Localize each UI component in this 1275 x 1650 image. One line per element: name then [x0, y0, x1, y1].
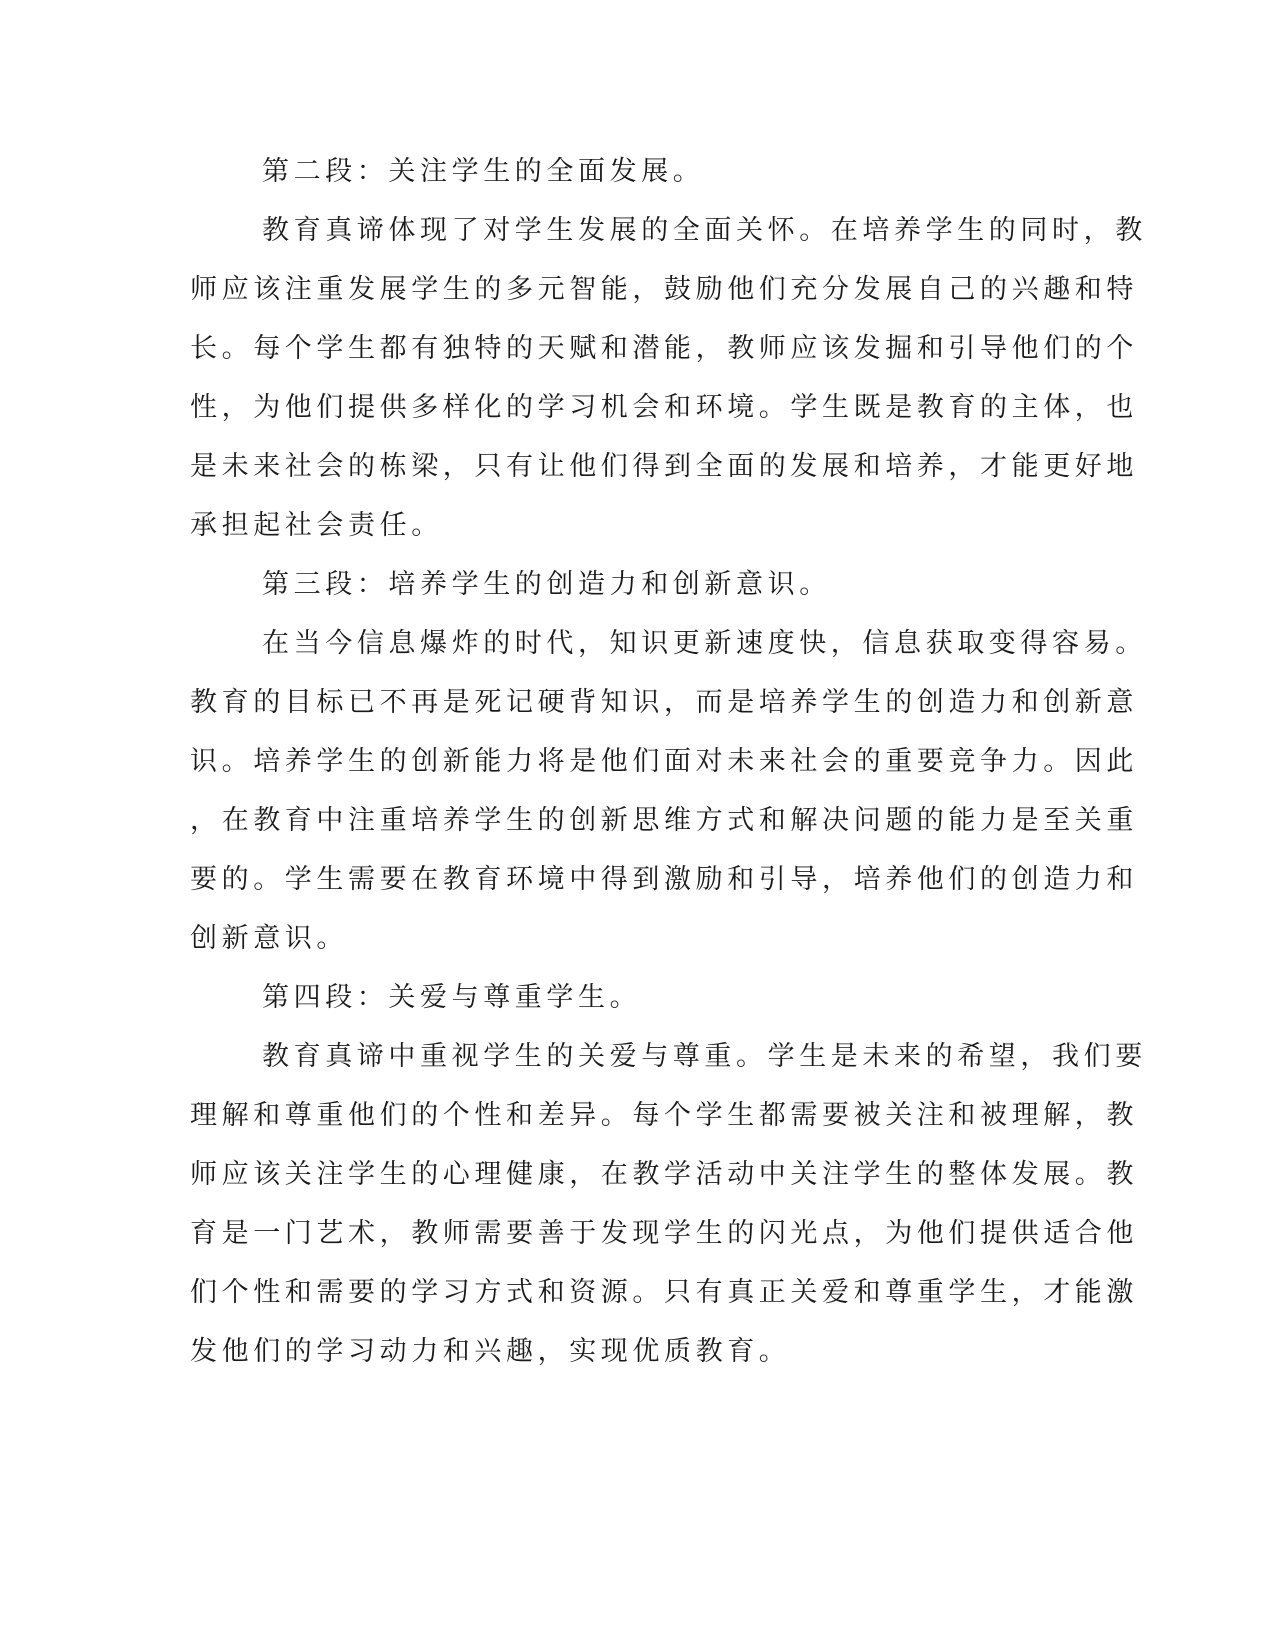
paragraph-line: 师应该注重发展学生的多元智能，鼓励他们充分发展自己的兴趣和特	[190, 274, 1138, 305]
paragraph-line: 师应该关注学生的心理健康，在教学活动中关注学生的整体发展。教	[190, 1159, 1138, 1190]
paragraph-line: 识。培养学生的创新能力将是他们面对未来社会的重要竞争力。因此	[190, 746, 1138, 777]
paragraph-line: 理解和尊重他们的个性和差异。每个学生都需要被关注和被理解，教	[190, 1100, 1138, 1131]
paragraph-line: 育是一门艺术，教师需要善于发现学生的闪光点，为他们提供适合他	[190, 1218, 1138, 1249]
paragraph-line: 教育真谛中重视学生的关爱与尊重。学生是未来的希望，我们要	[262, 1041, 1147, 1072]
paragraph-line: 教育真谛体现了对学生发展的全面关怀。在培养学生的同时，教	[262, 215, 1147, 246]
paragraph-line: 长。每个学生都有独特的天赋和潜能，教师应该发掘和引导他们的个	[190, 333, 1138, 364]
paragraph-line: 承担起社会责任。	[190, 510, 443, 541]
paragraph-line: 在当今信息爆炸的时代，知识更新速度快，信息获取变得容易。	[262, 628, 1147, 659]
section-heading: 第三段：培养学生的创造力和创新意识。	[262, 569, 831, 600]
section-heading: 第四段：关爱与尊重学生。	[262, 982, 642, 1013]
paragraph-line: 教育的目标已不再是死记硬背知识，而是培养学生的创造力和创新意	[190, 687, 1138, 718]
paragraph-line: 创新意识。	[190, 923, 348, 954]
paragraph-line: 性，为他们提供多样化的学习机会和环境。学生既是教育的主体，也	[190, 392, 1138, 423]
paragraph-line: 是未来社会的栋梁，只有让他们得到全面的发展和培养，才能更好地	[190, 451, 1138, 482]
paragraph-line: ，在教育中注重培养学生的创新思维方式和解决问题的能力是至关重	[190, 805, 1138, 836]
section-heading: 第二段：关注学生的全面发展。	[262, 156, 705, 187]
paragraph-line: 要的。学生需要在教育环境中得到激励和引导，培养他们的创造力和	[190, 864, 1138, 895]
paragraph-line: 们个性和需要的学习方式和资源。只有真正关爱和尊重学生，才能激	[190, 1277, 1138, 1308]
paragraph-line: 发他们的学习动力和兴趣，实现优质教育。	[190, 1336, 791, 1367]
